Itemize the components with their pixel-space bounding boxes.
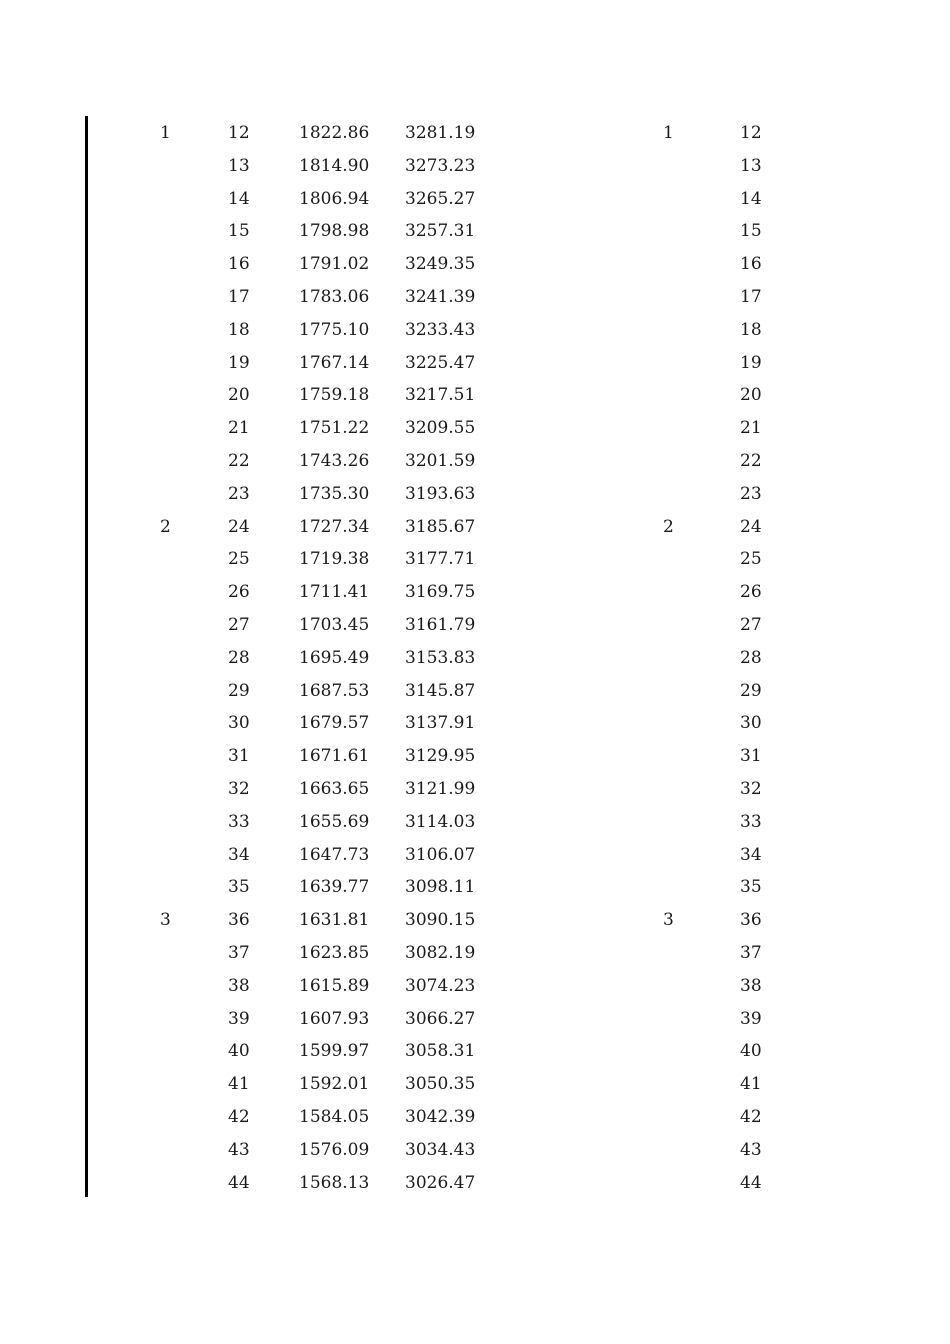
point-index-right: 38 — [740, 975, 762, 996]
y-coordinate: 3098.11 — [405, 877, 476, 898]
x-coordinate: 1584.05 — [299, 1106, 370, 1127]
point-index-right: 40 — [740, 1041, 762, 1062]
table-row — [0, 839, 950, 872]
x-coordinate: 1751.22 — [299, 418, 370, 439]
table-row — [0, 543, 950, 576]
table-row — [0, 183, 950, 216]
point-index-right: 23 — [740, 483, 762, 504]
group-number-left: 1 — [160, 123, 171, 143]
point-index-left: 43 — [228, 1139, 250, 1160]
table-row — [0, 707, 950, 740]
point-index-right: 21 — [740, 418, 762, 439]
table-row — [0, 478, 950, 511]
y-coordinate: 3249.35 — [405, 254, 476, 275]
x-coordinate: 1783.06 — [299, 286, 370, 307]
x-coordinate: 1663.65 — [299, 778, 370, 799]
x-coordinate: 1679.57 — [299, 713, 370, 734]
table-row — [0, 248, 950, 281]
x-coordinate: 1592.01 — [299, 1074, 370, 1095]
point-index-left: 41 — [228, 1074, 250, 1095]
table-row — [0, 314, 950, 347]
point-index-right: 19 — [740, 352, 762, 373]
y-coordinate: 3241.39 — [405, 286, 476, 307]
table-row — [0, 773, 950, 806]
point-index-left: 26 — [228, 582, 250, 603]
table-row — [0, 937, 950, 970]
table-row — [0, 511, 950, 544]
point-index-left: 18 — [228, 319, 250, 340]
y-coordinate: 3273.23 — [405, 155, 476, 176]
x-coordinate: 1767.14 — [299, 352, 370, 373]
point-index-right: 44 — [740, 1172, 762, 1193]
y-coordinate: 3129.95 — [405, 746, 476, 767]
group-number-left: 3 — [160, 910, 171, 931]
table-row — [0, 1101, 950, 1134]
table-row — [0, 150, 950, 183]
y-coordinate: 3106.07 — [405, 844, 476, 865]
point-index-left: 13 — [228, 155, 250, 176]
point-index-left: 42 — [228, 1106, 250, 1127]
table-row — [0, 412, 950, 445]
x-coordinate: 1599.97 — [299, 1041, 370, 1062]
table-row — [0, 1134, 950, 1167]
y-coordinate: 3042.39 — [405, 1106, 476, 1127]
point-index-left: 27 — [228, 614, 250, 635]
group-number-right: 1 — [663, 123, 674, 143]
y-coordinate: 3082.19 — [405, 942, 476, 963]
table-row — [0, 806, 950, 839]
point-index-right: 13 — [740, 155, 762, 176]
y-coordinate: 3209.55 — [405, 418, 476, 439]
point-index-left: 19 — [228, 352, 250, 373]
point-index-left: 31 — [228, 746, 250, 767]
point-index-right: 43 — [740, 1139, 762, 1160]
table-row — [0, 1003, 950, 1036]
y-coordinate: 3169.75 — [405, 582, 476, 603]
table-row — [0, 1167, 950, 1200]
point-index-left: 32 — [228, 778, 250, 799]
x-coordinate: 1743.26 — [299, 450, 370, 471]
point-index-left: 12 — [228, 123, 250, 143]
point-index-right: 18 — [740, 319, 762, 340]
point-index-right: 22 — [740, 450, 762, 471]
table-row — [0, 445, 950, 478]
point-index-right: 33 — [740, 811, 762, 832]
point-index-left: 15 — [228, 221, 250, 242]
y-coordinate: 3058.31 — [405, 1041, 476, 1062]
table-row — [0, 1068, 950, 1101]
x-coordinate: 1671.61 — [299, 746, 370, 767]
x-coordinate: 1719.38 — [299, 549, 370, 570]
y-coordinate: 3066.27 — [405, 1008, 476, 1029]
point-index-left: 22 — [228, 450, 250, 471]
point-index-left: 39 — [228, 1008, 250, 1029]
table-row — [0, 576, 950, 609]
point-index-right: 31 — [740, 746, 762, 767]
point-index-left: 21 — [228, 418, 250, 439]
y-coordinate: 3145.87 — [405, 680, 476, 701]
point-index-right: 27 — [740, 614, 762, 635]
x-coordinate: 1727.34 — [299, 516, 370, 537]
table-row — [0, 675, 950, 708]
y-coordinate: 3193.63 — [405, 483, 476, 504]
point-index-right: 15 — [740, 221, 762, 242]
point-index-left: 29 — [228, 680, 250, 701]
x-coordinate: 1607.93 — [299, 1008, 370, 1029]
data-table — [0, 117, 950, 1199]
y-coordinate: 3050.35 — [405, 1074, 476, 1095]
x-coordinate: 1639.77 — [299, 877, 370, 898]
group-number-right: 3 — [663, 910, 674, 931]
x-coordinate: 1647.73 — [299, 844, 370, 865]
table-row — [0, 740, 950, 773]
point-index-left: 28 — [228, 647, 250, 668]
point-index-left: 36 — [228, 910, 250, 931]
x-coordinate: 1735.30 — [299, 483, 370, 504]
point-index-left: 30 — [228, 713, 250, 734]
y-coordinate: 3121.99 — [405, 778, 476, 799]
y-coordinate: 3201.59 — [405, 450, 476, 471]
point-index-right: 12 — [740, 123, 762, 143]
point-index-left: 17 — [228, 286, 250, 307]
point-index-left: 37 — [228, 942, 250, 963]
point-index-left: 24 — [228, 516, 250, 537]
y-coordinate: 3090.15 — [405, 910, 476, 931]
table-row — [0, 347, 950, 380]
table-row — [0, 904, 950, 937]
y-coordinate: 3217.51 — [405, 385, 476, 406]
group-number-left: 2 — [160, 516, 171, 537]
x-coordinate: 1623.85 — [299, 942, 370, 963]
x-coordinate: 1759.18 — [299, 385, 370, 406]
point-index-right: 24 — [740, 516, 762, 537]
y-coordinate: 3185.67 — [405, 516, 476, 537]
point-index-left: 14 — [228, 188, 250, 209]
y-coordinate: 3034.43 — [405, 1139, 476, 1160]
table-row — [0, 379, 950, 412]
x-coordinate: 1687.53 — [299, 680, 370, 701]
point-index-right: 35 — [740, 877, 762, 898]
point-index-left: 44 — [228, 1172, 250, 1193]
table-row — [0, 117, 950, 150]
point-index-left: 40 — [228, 1041, 250, 1062]
y-coordinate: 3257.31 — [405, 221, 476, 242]
x-coordinate: 1655.69 — [299, 811, 370, 832]
point-index-right: 30 — [740, 713, 762, 734]
table-row — [0, 1035, 950, 1068]
point-index-right: 36 — [740, 910, 762, 931]
x-coordinate: 1631.81 — [299, 910, 370, 931]
table-row — [0, 281, 950, 314]
x-coordinate: 1806.94 — [299, 188, 370, 209]
table-row — [0, 609, 950, 642]
table-row — [0, 970, 950, 1003]
y-coordinate: 3114.03 — [405, 811, 476, 832]
x-coordinate: 1798.98 — [299, 221, 370, 242]
point-index-left: 33 — [228, 811, 250, 832]
point-index-left: 20 — [228, 385, 250, 406]
x-coordinate: 1822.86 — [299, 123, 370, 143]
point-index-right: 26 — [740, 582, 762, 603]
y-coordinate: 3177.71 — [405, 549, 476, 570]
point-index-right: 20 — [740, 385, 762, 406]
y-coordinate: 3233.43 — [405, 319, 476, 340]
table-row — [0, 215, 950, 248]
point-index-right: 25 — [740, 549, 762, 570]
table-row — [0, 871, 950, 904]
y-coordinate: 3074.23 — [405, 975, 476, 996]
y-coordinate: 3153.83 — [405, 647, 476, 668]
x-coordinate: 1703.45 — [299, 614, 370, 635]
point-index-right: 28 — [740, 647, 762, 668]
y-coordinate: 3137.91 — [405, 713, 476, 734]
table-row — [0, 642, 950, 675]
x-coordinate: 1775.10 — [299, 319, 370, 340]
point-index-right: 14 — [740, 188, 762, 209]
x-coordinate: 1711.41 — [299, 582, 370, 603]
y-coordinate: 3265.27 — [405, 188, 476, 209]
point-index-left: 34 — [228, 844, 250, 865]
point-index-left: 38 — [228, 975, 250, 996]
point-index-right: 39 — [740, 1008, 762, 1029]
point-index-right: 17 — [740, 286, 762, 307]
point-index-right: 32 — [740, 778, 762, 799]
point-index-right: 37 — [740, 942, 762, 963]
point-index-right: 16 — [740, 254, 762, 275]
group-number-right: 2 — [663, 516, 674, 537]
x-coordinate: 1576.09 — [299, 1139, 370, 1160]
point-index-right: 29 — [740, 680, 762, 701]
point-index-left: 25 — [228, 549, 250, 570]
y-coordinate: 3026.47 — [405, 1172, 476, 1193]
x-coordinate: 1814.90 — [299, 155, 370, 176]
x-coordinate: 1791.02 — [299, 254, 370, 275]
y-coordinate: 3161.79 — [405, 614, 476, 635]
point-index-left: 35 — [228, 877, 250, 898]
point-index-right: 34 — [740, 844, 762, 865]
point-index-left: 23 — [228, 483, 250, 504]
x-coordinate: 1695.49 — [299, 647, 370, 668]
x-coordinate: 1615.89 — [299, 975, 370, 996]
y-coordinate: 3281.19 — [405, 123, 476, 143]
point-index-left: 16 — [228, 254, 250, 275]
point-index-right: 41 — [740, 1074, 762, 1095]
y-coordinate: 3225.47 — [405, 352, 476, 373]
point-index-right: 42 — [740, 1106, 762, 1127]
x-coordinate: 1568.13 — [299, 1172, 370, 1193]
